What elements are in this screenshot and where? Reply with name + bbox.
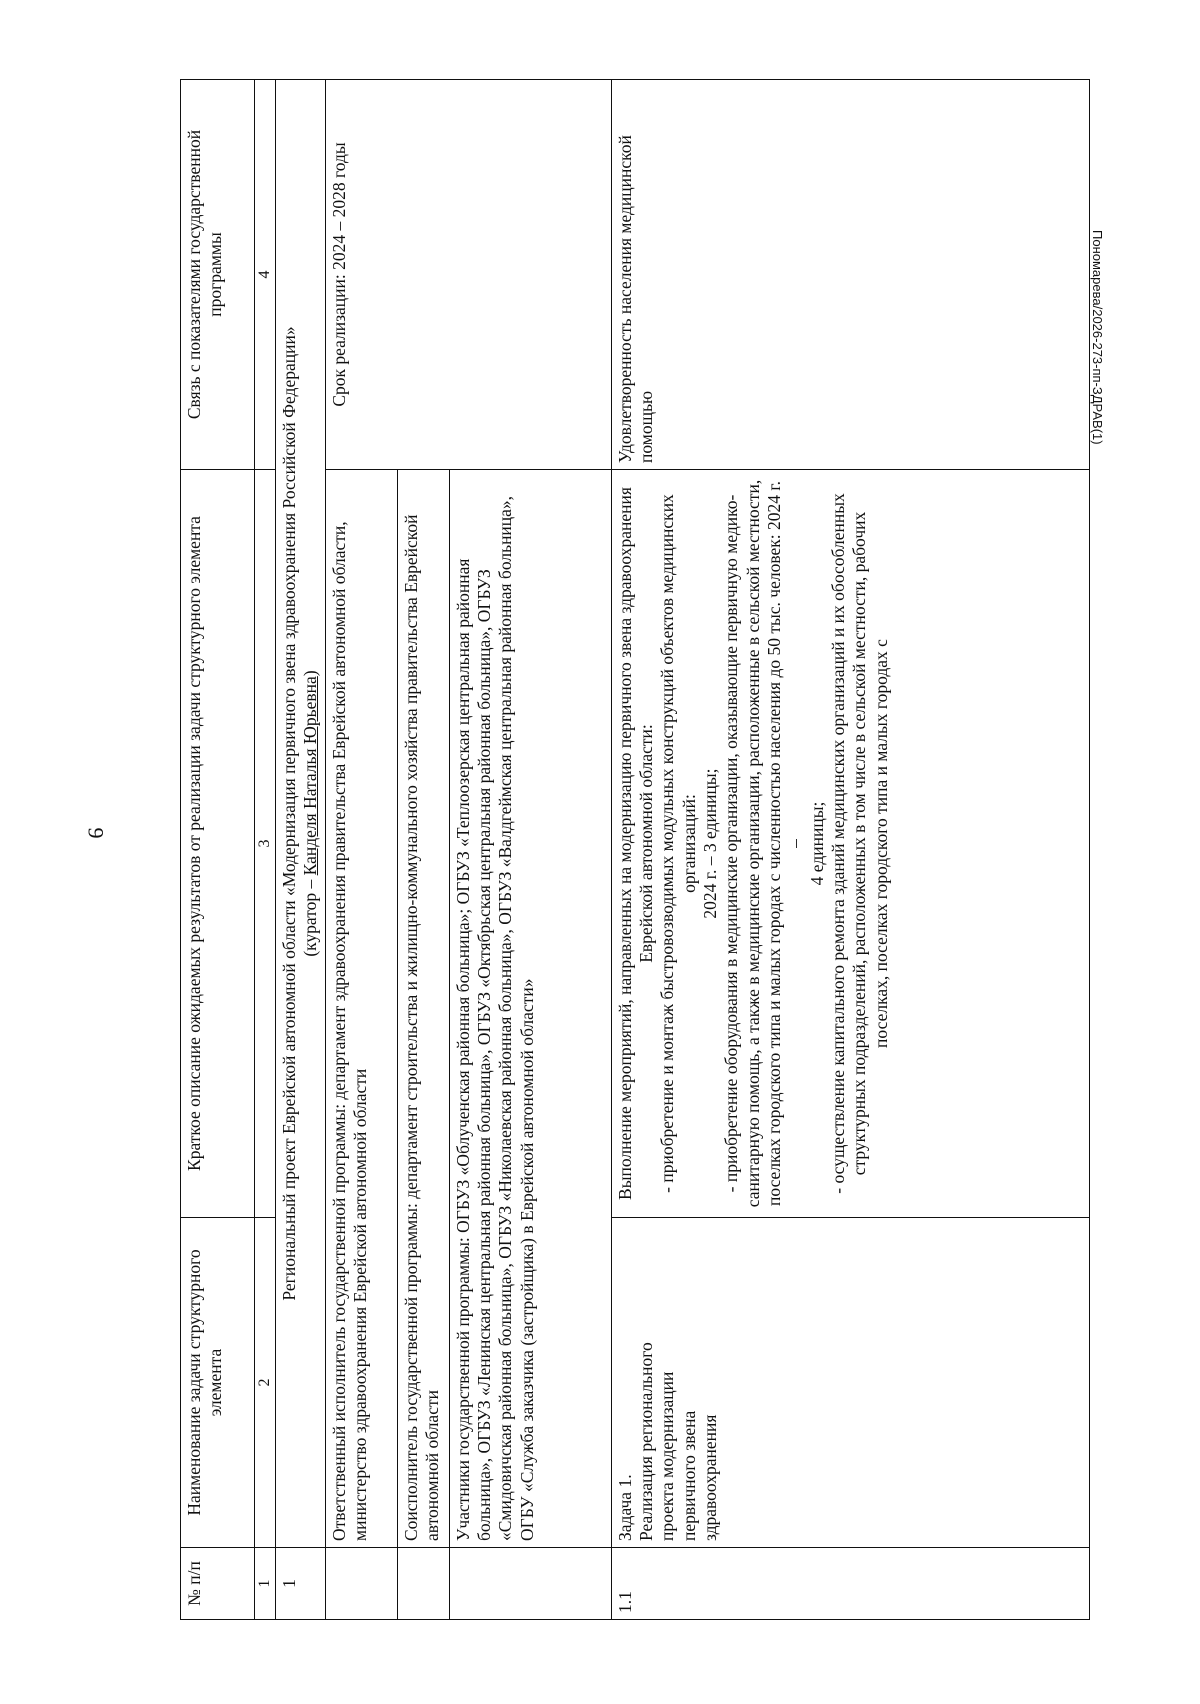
- task-name-line: Реализация регионального: [635, 1342, 656, 1541]
- task-indicator: Удовлетворенность населения медицинской помощью: [611, 80, 1089, 470]
- task-description-item: - осуществление капитального ремонта зданий медицинских организаций и их обособленных структурных подразделений, расположенных в том числе в сельской местности, рабочих поселках, поселках городского типа и малых городах с: [827, 493, 891, 1194]
- section-row: [275, 80, 325, 1620]
- header-col-number: № п/п: [181, 1548, 255, 1620]
- column-number: 3: [255, 470, 276, 1218]
- task-description-intro: Выполнение мероприятий, направленных на модернизацию первичного звена здравоохранения Еврейской автономной области:: [614, 487, 656, 1200]
- empty-cell: [325, 1548, 397, 1620]
- column-number: 2: [255, 1218, 276, 1548]
- responsible-row: [325, 80, 397, 1620]
- task-description-item: - приобретение и монтаж быстровозводимых модульных конструкций объектов медицинских организаций:: [657, 494, 699, 1193]
- curator-name: Канделя Наталья Юрьевна: [299, 676, 320, 876]
- document-footer-code: Пономарева/2026-273-пп-ЗДРАВ(1): [1090, 230, 1105, 445]
- column-number: 1: [255, 1548, 276, 1620]
- coexecutor: Соисполнитель государственной программы: департамент строительства и жилищно-коммунального хозяйства правительства Еврейской автономной области: [397, 470, 449, 1548]
- responsible-executor: Ответственный исполнитель государственной программы: департамент здравоохранения правительства Еврейской автономной области, министерство здравоохранения Еврейской автономной области: [325, 470, 397, 1548]
- task-number: 1.1: [611, 1548, 1089, 1620]
- empty-cell: [449, 1548, 611, 1620]
- column-number: 4: [255, 80, 276, 470]
- table-header-row: [181, 80, 255, 1620]
- task-description-item: - приобретение оборудования в медицинские организации, оказывающие первичную медико-санитарную помощь, а также в медицинские организации, расположенные в сельской местности, поселках городского типа и малых городах с численностью населения до 50 тыс. человек: 2024 г. –: [721, 479, 806, 1208]
- task-name-line: здравоохранения: [699, 1414, 720, 1541]
- section-number: 1: [275, 1548, 325, 1620]
- curator-suffix: ): [299, 670, 320, 677]
- task-description-value: 2024 г. – 3 единицы;: [699, 768, 720, 919]
- task-row: [611, 80, 1089, 1620]
- column-number-row: [255, 80, 276, 1620]
- implementation-term: Срок реализации: 2024 – 2028 годы: [325, 80, 611, 470]
- task-name-line: Задача 1.: [614, 1474, 635, 1541]
- curator-prefix: (куратор –: [299, 875, 320, 957]
- header-col-indicator-link: Связь с показателями государственной программы: [181, 80, 255, 470]
- header-col-task-name: Наименование задачи структурного элемента: [181, 1218, 255, 1548]
- empty-cell: [397, 1548, 449, 1620]
- section-title-cell: [275, 80, 325, 1548]
- program-table: [180, 79, 1090, 1620]
- task-name-line: первичного звена: [678, 1410, 699, 1541]
- section-title: Региональный проект Еврейской автономной области «Модернизация первичного звена здравоохранения Российской Федерации»: [278, 326, 299, 1301]
- page-number: 9: [83, 827, 109, 839]
- task-name-cell: [611, 1218, 1089, 1548]
- task-name-line: проекта модернизации: [657, 1371, 678, 1541]
- task-description-cell: [611, 470, 1089, 1218]
- header-col-description: Краткое описание ожидаемых результатов от реализации задачи структурного элемента: [181, 470, 255, 1218]
- rotated-table-wrapper: [180, 80, 1090, 1620]
- participants: Участники государственной программы: ОГБУЗ «Облученская районная больница»; ОГБУЗ «Теплоозерская центральная районная больница», ОГБУЗ «Ленинская центральная районная больница», ОГБУЗ «Октябрьская центральная районная больница», ОГБУЗ «Смидовичская районная больница», ОГБУЗ «Николаевская районная больница», ОГБУЗ «Валдгеймская центральная районная больница», ОГБУ «Служба заказчика (застройщика) в Еврейской автономной области»: [449, 470, 611, 1548]
- task-description-value: 4 единицы;: [806, 801, 827, 886]
